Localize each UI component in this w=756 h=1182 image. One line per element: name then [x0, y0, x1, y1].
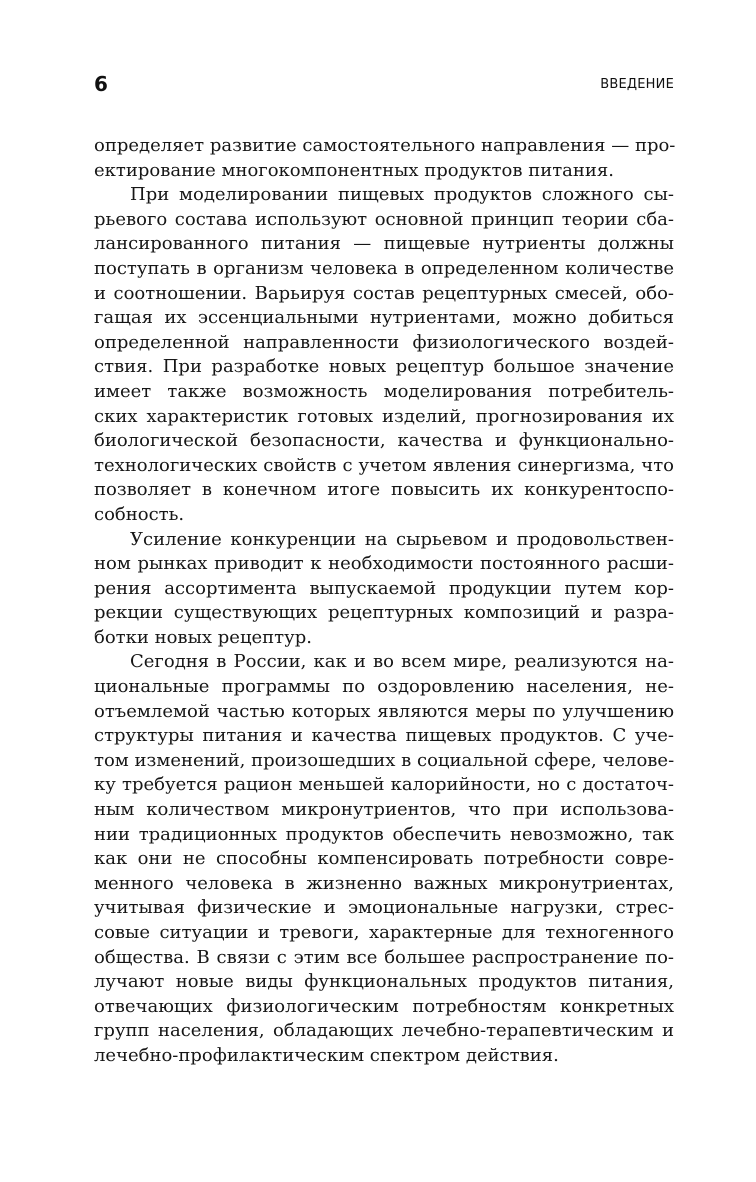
- text-line: биологической безопасности, качества и функционально-: [94, 430, 674, 452]
- text-line: как они не способны компенсировать потребности совре-: [94, 848, 674, 870]
- text-line: ствия. При разработке новых рецептур большое значение: [94, 356, 674, 378]
- text-line: рения ассортимента выпускаемой продукции путем кор-: [94, 577, 674, 599]
- text-line: ным количеством микронутриентов, что при использова-: [94, 799, 674, 821]
- text-line: лансированного питания — пищевые нутриенты должны: [94, 233, 674, 255]
- page-number: 6: [94, 72, 108, 96]
- text-line: структуры питания и качества пищевых продуктов. С уче-: [94, 725, 674, 747]
- text-line: рьевого состава используют основной принцип теории сба-: [94, 208, 674, 230]
- text-line: технологических свойств с учетом явления синергизма, что: [94, 454, 674, 476]
- text-line: ку требуется рацион меньшей калорийности, но с достаточ-: [94, 774, 674, 796]
- text-line: лечебно-профилактическим спектром действия.: [94, 1044, 559, 1066]
- running-head: ВВЕДЕНИЕ: [600, 77, 674, 92]
- text-line: имеет также возможность моделирования потребитель-: [94, 380, 674, 402]
- text-line: Сегодня в России, как и во всем мире, реализуются на-: [130, 651, 674, 673]
- text-line: том изменений, произошедших в социальной сфере, челове-: [94, 749, 675, 771]
- text-line: определенной направленности физиологического воздей-: [94, 331, 674, 353]
- text-line: ских характеристик готовых изделий, прогнозирования их: [94, 405, 674, 427]
- paragraph: [94, 134, 674, 183]
- text-line: собность.: [94, 503, 185, 525]
- text-line: поступать в организм человека в определенном количестве: [94, 257, 674, 279]
- text-line: ботки новых рецептур.: [94, 626, 312, 648]
- text-line: совые ситуации и тревоги, характерные для техногенного: [94, 922, 674, 943]
- text-line: и соотношении. Варьируя состав рецептурных смесей, обо-: [94, 282, 674, 304]
- paragraph: [94, 183, 674, 527]
- text-line: общества. В связи с этим все большее распространение по-: [94, 946, 674, 968]
- text-line: менного человека в жизненно важных микронутриентах,: [94, 872, 674, 894]
- text-line: групп населения, обладающих лечебно-терапевтическим и: [94, 1020, 674, 1042]
- text-line: ном рынках приводит к необходимости постоянного расши-: [94, 553, 674, 575]
- text-line: циональные программы по оздоровлению населения, не-: [94, 676, 674, 698]
- text-line: лучают новые виды функциональных продуктов питания,: [94, 971, 674, 993]
- paragraph: [94, 528, 674, 651]
- text-line: позволяет в конечном итоге повысить их конкурентоспо-: [94, 479, 674, 501]
- text-line: отвечающих физиологическим потребностям конкретных: [94, 995, 674, 1017]
- text-line: При моделировании пищевых продуктов сложного сы-: [130, 184, 674, 206]
- text-line: определяет развитие самостоятельного направления — про-: [94, 135, 676, 156]
- text-line: гащая их эссенциальными нутриентами, можно добиться: [94, 307, 674, 329]
- text-line: нии традиционных продуктов обеспечить невозможно, так: [94, 823, 674, 845]
- paragraph: [94, 650, 674, 1068]
- body-text: [94, 134, 674, 1069]
- text-line: учитывая физические и эмоциональные нагрузки, стрес-: [94, 897, 674, 919]
- text-line: Усиление конкуренции на сырьевом и продовольствен-: [130, 528, 674, 550]
- text-line: рекции существующих рецептурных композиций и разра-: [94, 602, 674, 624]
- text-line: ектирование многокомпонентных продуктов питания.: [94, 159, 614, 181]
- text-line: отъемлемой частью которых являются меры по улучшению: [94, 700, 674, 722]
